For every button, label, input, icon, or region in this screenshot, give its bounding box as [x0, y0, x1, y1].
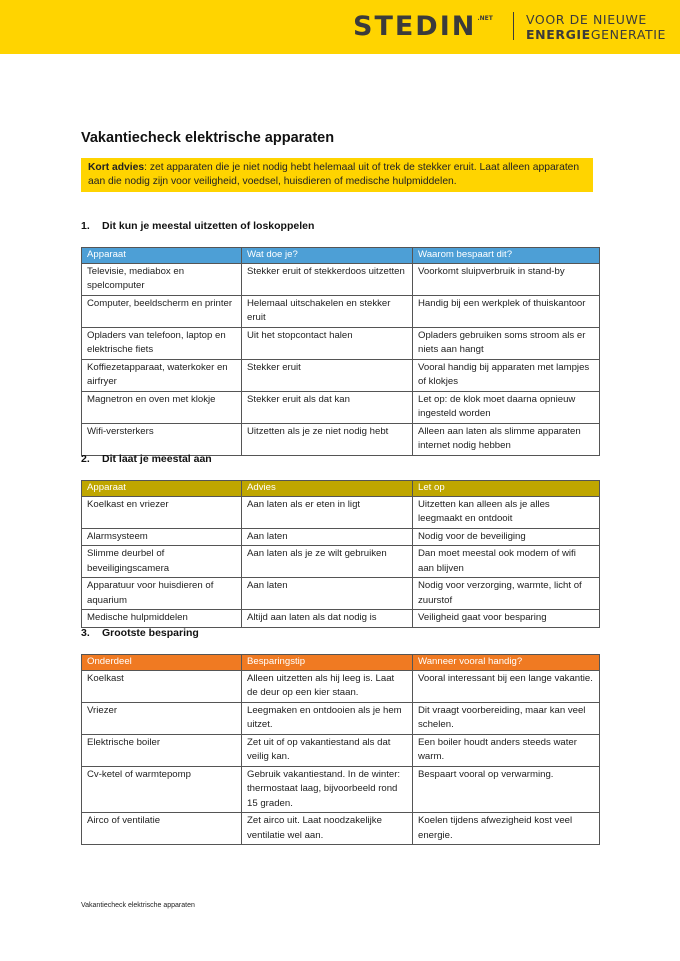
logo-divider	[513, 12, 514, 40]
table-row	[82, 327, 600, 359]
table-row	[82, 423, 600, 455]
column-header: Onderdeel	[82, 655, 242, 671]
advice-box	[81, 158, 593, 192]
table-row	[82, 734, 600, 766]
table-cell: Nodig voor verzorging, warmte, licht of zuurstof	[413, 578, 600, 610]
table-cell: Dan moet meestal ook modem of wifi aan blijven	[413, 546, 600, 578]
table-cell: Uit het stopcontact halen	[242, 327, 413, 359]
table-header-row	[82, 655, 600, 671]
section-heading-1	[81, 220, 314, 232]
table-cell: Aan laten	[242, 578, 413, 610]
table-row	[82, 670, 600, 702]
table-row	[82, 496, 600, 528]
column-header: Let op	[413, 481, 600, 497]
table-cell: Leegmaken en ontdooien als je hem uitzet.	[242, 702, 413, 734]
table-cell: Vooral handig bij apparaten met lampjes of klokjes	[413, 359, 600, 391]
table-row	[82, 766, 600, 813]
tagline-line2	[526, 27, 666, 42]
advice-label: Kort advies	[88, 162, 145, 173]
table-cell: Veiligheid gaat voor besparing	[413, 610, 600, 628]
column-header: Besparingstip	[242, 655, 413, 671]
table-row	[82, 546, 600, 578]
section-heading-3	[81, 627, 199, 639]
table-cell: Dit vraagt voorbereiding, maar kan veel schelen.	[413, 702, 600, 734]
table-cell: Cv-ketel of warmtepomp	[82, 766, 242, 813]
table-cell: Bespaart vooral op verwarming.	[413, 766, 600, 813]
table-cell: Nodig voor de beveiliging	[413, 528, 600, 546]
table-row	[82, 610, 600, 628]
table-switch-off	[81, 247, 600, 456]
table-cell: Computer, beeldscherm en printer	[82, 295, 242, 327]
table-header-row	[82, 481, 600, 497]
table-keep-on	[81, 480, 600, 628]
column-header: Apparaat	[82, 248, 242, 264]
tagline-line1: VOOR DE NIEUWE	[526, 12, 647, 27]
table-cell: Koffiezetapparaat, waterkoker en airfryer	[82, 359, 242, 391]
table-cell: Stekker eruit of stekkerdoos uitzetten	[242, 263, 413, 295]
table-header-row	[82, 248, 600, 264]
table-cell: Opladers gebruiken soms stroom als er niets aan hangt	[413, 327, 600, 359]
table-row	[82, 813, 600, 845]
table-row	[82, 702, 600, 734]
table-cell: Wifi-versterkers	[82, 423, 242, 455]
stedin-logo	[353, 11, 493, 43]
section-heading-2	[81, 453, 212, 465]
table-cell: Altijd aan laten als dat nodig is	[242, 610, 413, 628]
table-cell: Uitzetten kan alleen als je alles leegmaakt en ontdooit	[413, 496, 600, 528]
section-number: 3.	[81, 627, 90, 639]
table-row	[82, 578, 600, 610]
table-cell: Zet airco uit. Laat noodzakelijke ventilatie wel aan.	[242, 813, 413, 845]
header-band	[0, 0, 680, 54]
table-cell: Handig bij een werkplek of thuiskantoor	[413, 295, 600, 327]
section-title: Dit laat je meestal aan	[102, 453, 212, 465]
table-cell: Aan laten	[242, 528, 413, 546]
table-cell: Vriezer	[82, 702, 242, 734]
advice-text: : zet apparaten die je niet nodig hebt helemaal uit of trek de stekker eruit. Laat alleen apparaten aan die nodig zijn voor veiligheid, voedsel, huisdieren of medische hulpmiddelen.	[88, 162, 580, 187]
table-cell: Magnetron en oven met klokje	[82, 391, 242, 423]
column-header: Advies	[242, 481, 413, 497]
table-row	[82, 295, 600, 327]
table-cell: Stekker eruit als dat kan	[242, 391, 413, 423]
table-cell: Slimme deurbel of beveiligingscamera	[82, 546, 242, 578]
page-footer: Vakantiecheck elektrische apparaten	[81, 902, 195, 909]
table-cell: Uitzetten als je ze niet nodig hebt	[242, 423, 413, 455]
section-number: 1.	[81, 220, 90, 232]
table-cell: Medische hulpmiddelen	[82, 610, 242, 628]
logo-word: STEDIN	[353, 11, 477, 42]
table-cell: Elektrische boiler	[82, 734, 242, 766]
table-cell: Voorkomt sluipverbruik in stand-by	[413, 263, 600, 295]
table-cell: Opladers van telefoon, laptop en elektrische fiets	[82, 327, 242, 359]
column-header: Waarom bespaart dit?	[413, 248, 600, 264]
column-header: Wanneer vooral handig?	[413, 655, 600, 671]
page-title: Vakantiecheck elektrische apparaten	[81, 130, 335, 146]
table-cell: Een boiler houdt anders steeds water warm.	[413, 734, 600, 766]
table-cell: Aan laten als je ze wilt gebruiken	[242, 546, 413, 578]
tagline-rest: GENERATIE	[590, 27, 667, 42]
logo-suffix: .NET	[477, 15, 493, 22]
table-cell: Koelen tijdens afwezigheid kost veel energie.	[413, 813, 600, 845]
table-cell: Televisie, mediabox en spelcomputer	[82, 263, 242, 295]
table-cell: Aan laten als er eten in ligt	[242, 496, 413, 528]
section-number: 2.	[81, 453, 90, 465]
table-cell: Koelkast	[82, 670, 242, 702]
table-row	[82, 391, 600, 423]
table-cell: Airco of ventilatie	[82, 813, 242, 845]
table-cell: Gebruik vakantiestand. In de winter: thermostaat laag, bijvoorbeeld rond 15 graden.	[242, 766, 413, 813]
table-row	[82, 359, 600, 391]
section-title: Grootste besparing	[102, 627, 199, 639]
tagline-bold: ENERGIE	[526, 27, 591, 42]
table-cell: Let op: de klok moet daarna opnieuw ingesteld worden	[413, 391, 600, 423]
table-cell: Koelkast en vriezer	[82, 496, 242, 528]
table-cell: Helemaal uitschakelen en stekker eruit	[242, 295, 413, 327]
table-cell: Alleen uitzetten als hij leeg is. Laat de deur op een kier staan.	[242, 670, 413, 702]
table-row	[82, 528, 600, 546]
table-cell: Alleen aan laten als slimme apparaten internet nodig hebben	[413, 423, 600, 455]
column-header: Apparaat	[82, 481, 242, 497]
table-cell: Alarmsysteem	[82, 528, 242, 546]
tagline	[526, 12, 666, 42]
table-cell: Stekker eruit	[242, 359, 413, 391]
table-biggest-savings	[81, 654, 600, 845]
section-title: Dit kun je meestal uitzetten of loskoppelen	[102, 220, 315, 232]
table-cell: Zet uit of op vakantiestand als dat veilig kan.	[242, 734, 413, 766]
table-cell: Vooral interessant bij een lange vakantie.	[413, 670, 600, 702]
table-cell: Apparatuur voor huisdieren of aquarium	[82, 578, 242, 610]
table-row	[82, 263, 600, 295]
column-header: Wat doe je?	[242, 248, 413, 264]
